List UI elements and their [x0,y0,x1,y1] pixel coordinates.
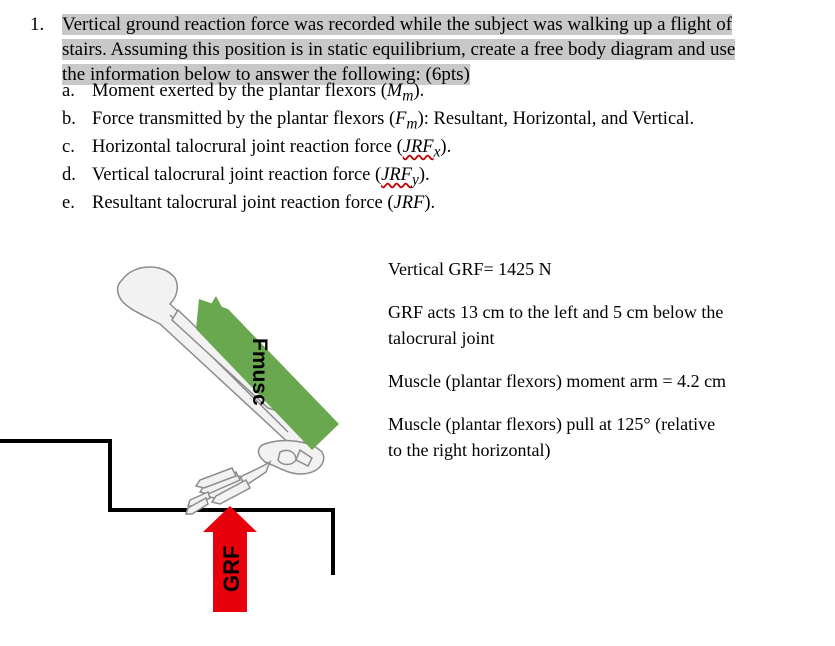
stem-line-3: the information below to answer the following: (6pts) [62,64,470,85]
symbol-subscript: x [433,143,441,161]
symbol-subscript: m [406,115,418,133]
leg-bone-illustration [118,267,306,446]
stem-line-1: Vertical ground reaction force was recorded while the subject was walking up a flight of [62,14,733,35]
symbol-subscript: m [402,87,414,105]
sub-question-list [62,80,782,215]
foot-bone-illustration [186,441,324,514]
pull-angle-line-1: Muscle (plantar flexors) pull at 125° (relative [388,414,716,434]
sub-question-text: Resultant talocrural joint reaction force ( [92,192,394,213]
sub-question-b [62,108,782,136]
sub-question-text: Vertical talocrural joint reaction force ( [92,164,382,185]
sub-question-a [62,80,782,108]
sub-question-d [62,164,782,192]
stem-line-2: stairs. Assuming this position is in static equilibrium, create a free body diagram and use [62,39,736,60]
sub-question-letter: b. [62,108,76,129]
sub-question-text-end: ): Resultant, Horizontal, and Vertical. [417,108,695,129]
symbol-subscript: y [411,171,419,189]
sub-question-letter: e. [62,192,75,213]
sub-question-letter: c. [62,136,75,157]
sub-question-text: Horizontal talocrural joint reaction force ( [92,136,403,157]
moment-arm-text: Muscle (plantar flexors) moment arm = 4.2 cm [388,371,727,391]
symbol: JRF [402,136,434,157]
symbol: F [395,108,407,129]
symbol: JRF [381,164,412,185]
question-stem [62,12,802,87]
symbol: M [386,81,403,101]
sub-question-letter: a. [62,81,75,101]
sub-question-text-end: ). [440,136,452,157]
grf-position-line-1: GRF acts 13 cm to the left and 5 cm below the [388,302,724,322]
pull-angle-line-2: to the right horizontal) [388,440,551,460]
symbol: JRF [393,192,425,213]
given-information [388,256,808,480]
sub-question-text-end: ). [418,164,430,185]
free-body-figure [0,240,400,640]
sub-question-text: Moment exerted by the plantar flexors ( [92,81,387,101]
sub-question-text: Force transmitted by the plantar flexors ( [92,108,396,129]
grf-label: GRF [219,545,244,592]
grf-position-line-2: talocrural joint [388,328,495,348]
sub-question-letter: d. [62,164,76,185]
spellcheck-underlined-symbol [402,136,441,161]
vertical-grf-text: Vertical GRF= 1425 N [388,259,552,279]
grf-position-text [388,299,808,351]
pull-angle-text [388,411,808,463]
sub-question-e [62,192,782,215]
sub-question-text-end: ). [424,192,436,213]
sub-question-text-end: ). [413,81,425,101]
question-number: 1. [30,14,45,35]
spellcheck-underlined-symbol [381,164,419,189]
sub-question-c [62,136,782,164]
muscle-force-label: Fmusc [248,338,271,406]
